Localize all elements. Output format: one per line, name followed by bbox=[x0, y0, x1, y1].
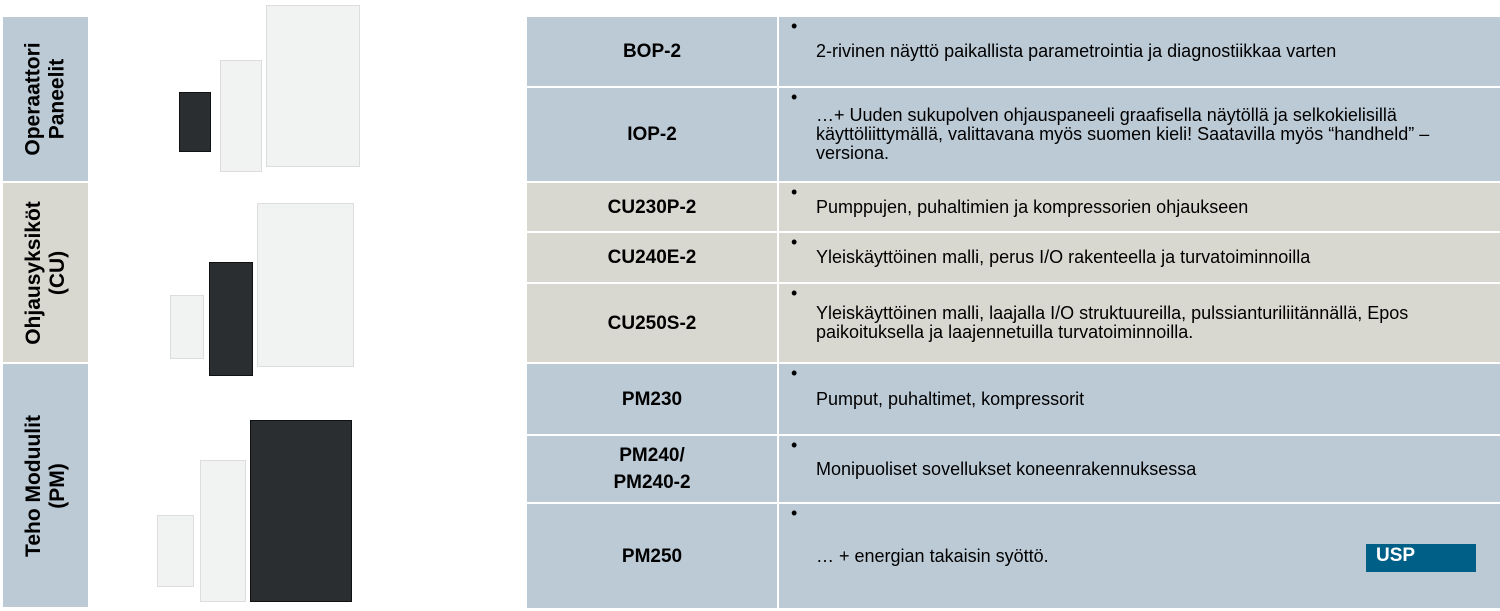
table-row bbox=[527, 183, 1500, 233]
table-row bbox=[527, 504, 1500, 608]
table-row bbox=[527, 233, 1500, 284]
bullet: • bbox=[791, 363, 798, 383]
bullet: • bbox=[791, 283, 798, 303]
product-description: …+ Uuden sukupolven ohjauspaneeli graafisella näytöllä ja selkokielisillä käyttöliittymällä, valittavana myös suomen kieli! Saatavilla myös “handheld” –versiona. bbox=[816, 105, 1430, 163]
product-name: CU230P-2 bbox=[527, 183, 779, 231]
product-name-line: PM240-2 bbox=[613, 472, 691, 493]
section-operator-panels bbox=[3, 17, 88, 181]
table-row bbox=[527, 284, 1500, 364]
section-label: (CU) bbox=[45, 250, 69, 295]
usp-badge: USP bbox=[1366, 544, 1476, 572]
product-description: Pumppujen, puhaltimien ja kompressorien ohjaukseen bbox=[816, 196, 1249, 217]
table-row bbox=[527, 88, 1500, 183]
section-label: Paneelit bbox=[45, 58, 69, 140]
section-label: Operaattori bbox=[21, 42, 45, 156]
bullet: • bbox=[791, 182, 798, 202]
section-label: (PM) bbox=[45, 462, 69, 509]
bullet: • bbox=[791, 435, 798, 455]
section-label: Ohjausyksiköt bbox=[21, 200, 45, 345]
product-name: PM250 bbox=[527, 504, 779, 608]
product-name: CU240E-2 bbox=[527, 233, 779, 282]
product-description: Yleiskäyttöinen malli, laajalla I/O struktuureilla, pulssianturiliitännällä, Epos paikoituksella ja laajennetuilla turvatoiminnoilla. bbox=[816, 303, 1409, 342]
product-name-line: PM240/ bbox=[619, 445, 685, 466]
table-row bbox=[527, 364, 1500, 436]
table-row bbox=[527, 436, 1500, 504]
product-description: Yleiskäyttöinen malli, perus I/O rakenteella ja turvatoiminnoilla bbox=[816, 247, 1311, 267]
section-label: Teho Moduulit bbox=[21, 414, 45, 557]
bullet: • bbox=[791, 87, 798, 107]
product-name: PM230 bbox=[527, 364, 779, 434]
table-row bbox=[527, 17, 1500, 88]
bullet: • bbox=[791, 232, 798, 252]
product-description: Pumput, puhaltimet, kompressorit bbox=[816, 388, 1085, 409]
product-name: CU250S-2 bbox=[527, 284, 779, 362]
section-power-modules bbox=[3, 364, 88, 607]
product-description: … + energian takaisin syöttö. bbox=[816, 545, 1049, 566]
bullet: • bbox=[791, 503, 798, 523]
product-name: IOP-2 bbox=[527, 88, 779, 181]
product-name bbox=[527, 436, 779, 502]
section-control-units bbox=[3, 183, 88, 362]
product-description: 2-rivinen näyttö paikallista parametrointia ja diagnostiikkaa varten bbox=[816, 41, 1337, 61]
product-description: Monipuoliset sovellukset koneenrakennuksessa bbox=[816, 458, 1197, 479]
product-name: BOP-2 bbox=[527, 17, 779, 86]
bullet: • bbox=[791, 16, 798, 36]
